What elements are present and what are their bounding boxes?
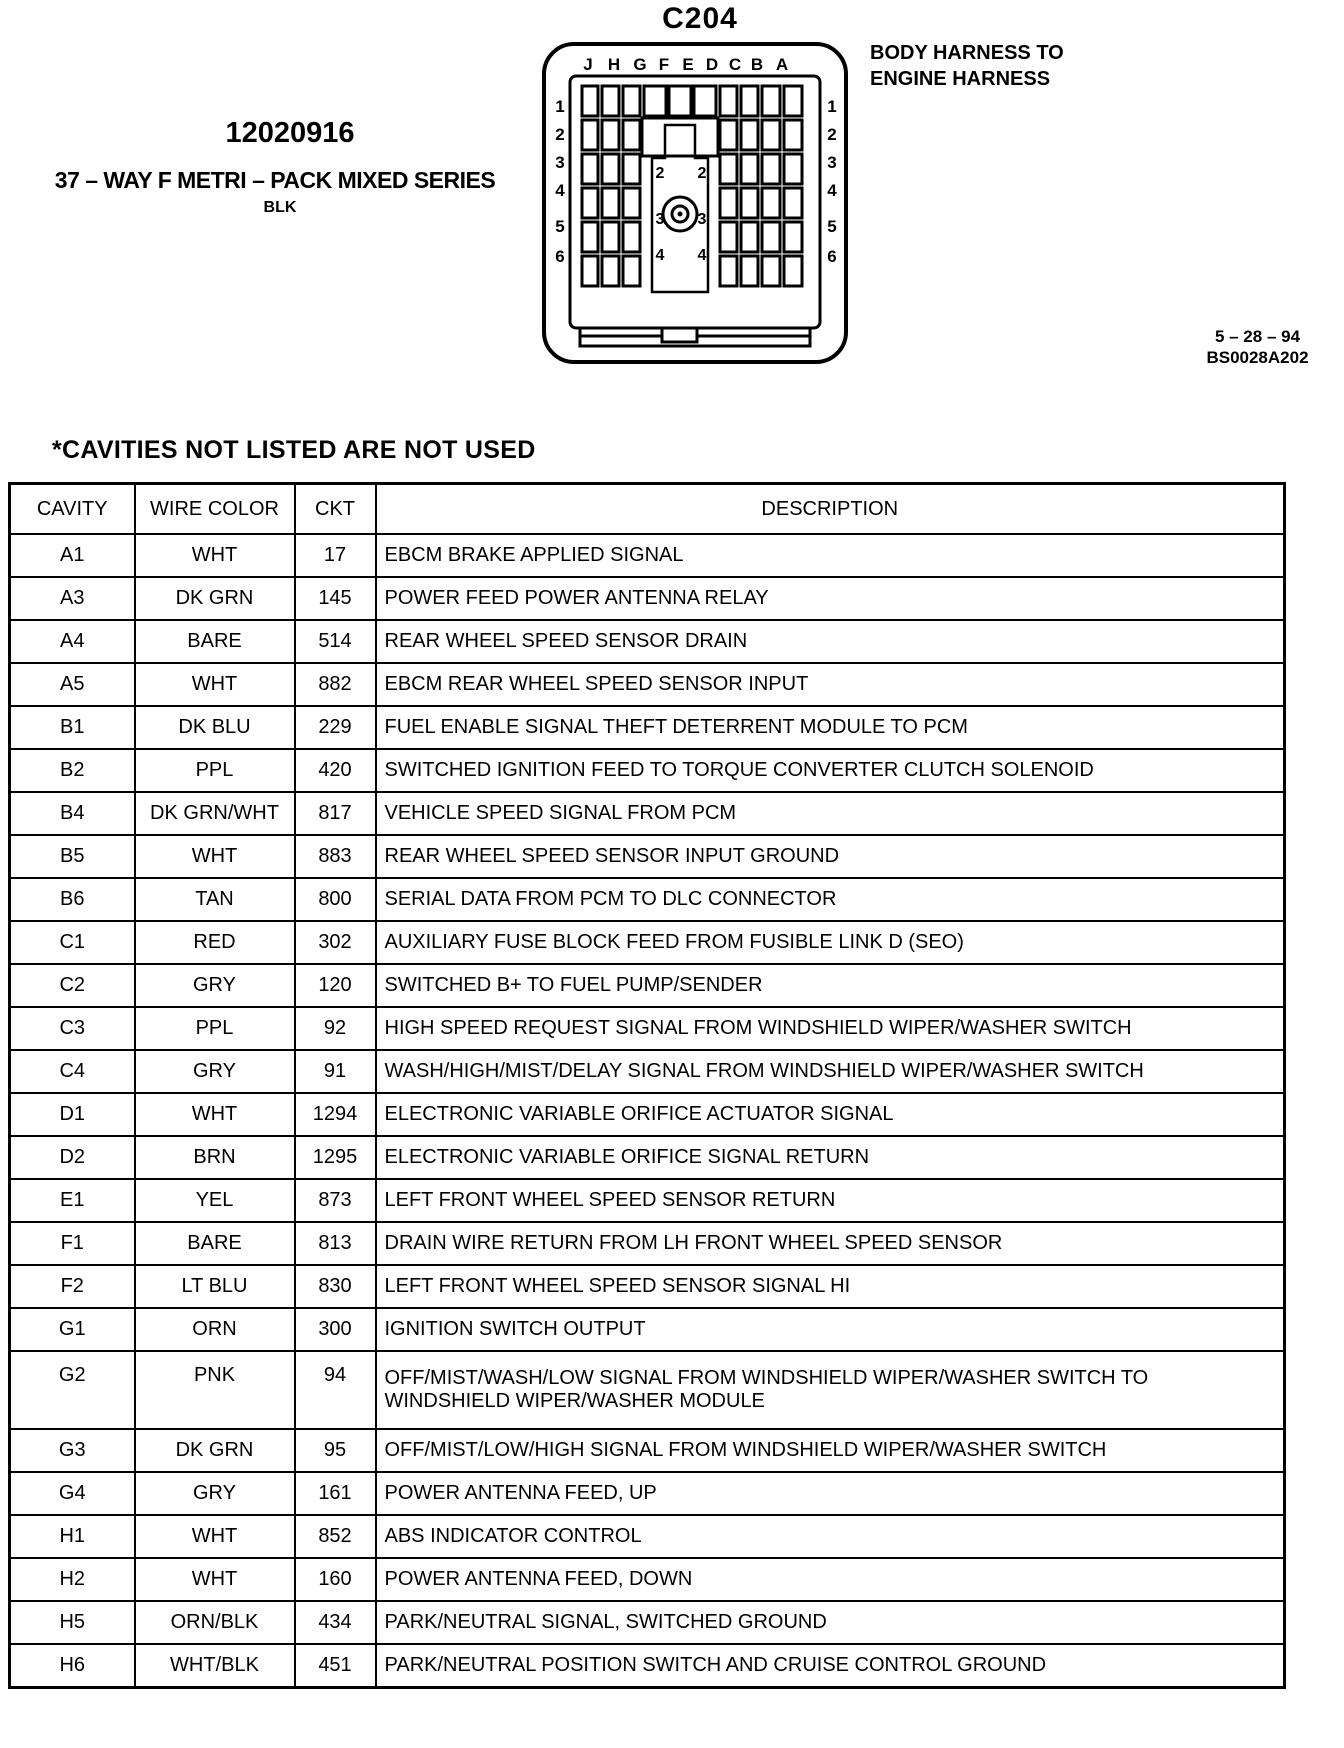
center-top-slot xyxy=(642,118,718,156)
cell-cavity: C2 xyxy=(10,964,135,1007)
cell-wire-color: RED xyxy=(135,921,295,964)
cell-wire-color: ORN/BLK xyxy=(135,1601,295,1644)
table-row xyxy=(10,620,1285,663)
table-row xyxy=(10,1429,1285,1472)
cell-wire-color: WHT xyxy=(135,663,295,706)
cell-wire-color: WHT xyxy=(135,1093,295,1136)
row-number-left: 3 xyxy=(555,153,565,172)
table-row xyxy=(10,1136,1285,1179)
cell-description: HIGH SPEED REQUEST SIGNAL FROM WINDSHIELD WIPER/WASHER SWITCH xyxy=(376,1007,1285,1050)
table-row xyxy=(10,1308,1285,1351)
cavity-cell xyxy=(602,256,619,286)
harness-line-2: ENGINE HARNESS xyxy=(870,68,1051,90)
cell-wire-color: PNK xyxy=(135,1351,295,1429)
cell-cavity: A3 xyxy=(10,577,135,620)
table-row xyxy=(10,1222,1285,1265)
cell-description: AUXILIARY FUSE BLOCK FEED FROM FUSIBLE LINK D (SEO) xyxy=(376,921,1285,964)
cavity-cell xyxy=(762,154,780,184)
cell-description: POWER ANTENNA FEED, UP xyxy=(376,1472,1285,1515)
row-number-right: 2 xyxy=(827,125,837,144)
table-row xyxy=(10,577,1285,620)
cavity-cell xyxy=(741,154,758,184)
cell-cavity: E1 xyxy=(10,1179,135,1222)
cell-cavity: B6 xyxy=(10,878,135,921)
cell-ckt: 91 xyxy=(295,1050,376,1093)
cell-cavity: G2 xyxy=(10,1351,135,1429)
cavity-cell xyxy=(602,222,619,252)
cell-description: ELECTRONIC VARIABLE ORIFICE SIGNAL RETURN xyxy=(376,1136,1285,1179)
cavity-cell xyxy=(582,188,598,218)
harness-line-1: BODY HARNESS TO xyxy=(870,42,1064,64)
cell-cavity: F2 xyxy=(10,1265,135,1308)
cavity-cell xyxy=(720,222,737,252)
connector-face-diagram xyxy=(542,42,848,366)
cavity-cell xyxy=(720,120,737,150)
cell-description: LEFT FRONT WHEEL SPEED SENSOR RETURN xyxy=(376,1179,1285,1222)
row-number-right: 6 xyxy=(827,247,837,266)
cavity-cell xyxy=(623,222,640,252)
cell-description: FUEL ENABLE SIGNAL THEFT DETERRENT MODULE TO PCM xyxy=(376,706,1285,749)
table-row xyxy=(10,1515,1285,1558)
table-header-row xyxy=(10,484,1285,535)
cavity-cell xyxy=(784,86,802,116)
header-ckt: CKT xyxy=(295,484,376,535)
cell-ckt: 873 xyxy=(295,1179,376,1222)
cavity-grid-right xyxy=(720,86,802,286)
cavity-cell xyxy=(762,222,780,252)
cell-description: SERIAL DATA FROM PCM TO DLC CONNECTOR xyxy=(376,878,1285,921)
cavity-cell xyxy=(720,256,737,286)
row-number-left: 1 xyxy=(555,97,565,116)
cell-wire-color: DK GRN xyxy=(135,577,295,620)
row-number-left: 4 xyxy=(555,181,565,200)
cell-ckt: 830 xyxy=(295,1265,376,1308)
cell-wire-color: YEL xyxy=(135,1179,295,1222)
cell-cavity: G1 xyxy=(10,1308,135,1351)
drawing-date: 5 – 28 – 94 xyxy=(1214,327,1301,346)
column-letter: D xyxy=(705,55,719,74)
row-number-right: 1 xyxy=(827,97,837,116)
pinout-table xyxy=(8,482,1286,1689)
cell-description: POWER ANTENNA FEED, DOWN xyxy=(376,1558,1285,1601)
column-letter: G xyxy=(633,55,647,74)
cell-wire-color: WHT xyxy=(135,1515,295,1558)
table-row xyxy=(10,1601,1285,1644)
cavity-grid-left xyxy=(582,86,716,286)
cell-cavity: B2 xyxy=(10,749,135,792)
cavity-cell xyxy=(694,86,716,116)
cell-wire-color: PPL xyxy=(135,1007,295,1050)
cavity-cell xyxy=(602,86,619,116)
cavity-cell xyxy=(720,154,737,184)
table-row xyxy=(10,1050,1285,1093)
cavity-cell xyxy=(602,188,619,218)
cavity-cell xyxy=(623,256,640,286)
cavity-cell xyxy=(602,120,619,150)
inner-number: 2 xyxy=(655,165,665,182)
cell-description: WASH/HIGH/MIST/DELAY SIGNAL FROM WINDSHIELD WIPER/WASHER SWITCH xyxy=(376,1050,1285,1093)
cell-wire-color: WHT xyxy=(135,534,295,577)
cell-ckt: 145 xyxy=(295,577,376,620)
cell-description: PARK/NEUTRAL POSITION SWITCH AND CRUISE CONTROL GROUND xyxy=(376,1644,1285,1688)
cell-cavity: H2 xyxy=(10,1558,135,1601)
cavity-cell xyxy=(762,86,780,116)
cell-wire-color: BARE xyxy=(135,1222,295,1265)
row-number-left: 2 xyxy=(555,125,565,144)
cell-ckt: 451 xyxy=(295,1644,376,1688)
cavity-cell xyxy=(623,154,640,184)
cell-description: SWITCHED B+ TO FUEL PUMP/SENDER xyxy=(376,964,1285,1007)
cell-cavity: B1 xyxy=(10,706,135,749)
cell-description: ELECTRONIC VARIABLE ORIFICE ACTUATOR SIGNAL xyxy=(376,1093,1285,1136)
cell-wire-color: GRY xyxy=(135,1472,295,1515)
cavity-cell xyxy=(669,86,691,116)
row-number-right: 3 xyxy=(827,153,837,172)
cavity-cell xyxy=(741,86,758,116)
cell-cavity: A4 xyxy=(10,620,135,663)
cell-ckt: 420 xyxy=(295,749,376,792)
table-row xyxy=(10,1093,1285,1136)
table-row xyxy=(10,835,1285,878)
cell-ckt: 94 xyxy=(295,1351,376,1429)
cell-ckt: 817 xyxy=(295,792,376,835)
table-row xyxy=(10,964,1285,1007)
table-row xyxy=(10,663,1285,706)
cavity-cell xyxy=(582,222,598,252)
cavity-cell xyxy=(741,256,758,286)
cell-description: SWITCHED IGNITION FEED TO TORQUE CONVERTER CLUTCH SOLENOID xyxy=(376,749,1285,792)
cell-cavity: C4 xyxy=(10,1050,135,1093)
cell-description: REAR WHEEL SPEED SENSOR DRAIN xyxy=(376,620,1285,663)
cell-wire-color: BRN xyxy=(135,1136,295,1179)
cell-description: POWER FEED POWER ANTENNA RELAY xyxy=(376,577,1285,620)
cell-wire-color: TAN xyxy=(135,878,295,921)
cell-description: DRAIN WIRE RETURN FROM LH FRONT WHEEL SPEED SENSOR xyxy=(376,1222,1285,1265)
column-letter: F xyxy=(658,55,670,74)
table-row xyxy=(10,749,1285,792)
cell-ckt: 300 xyxy=(295,1308,376,1351)
cell-description: IGNITION SWITCH OUTPUT xyxy=(376,1308,1285,1351)
inner-number: 3 xyxy=(655,211,665,228)
cell-ckt: 800 xyxy=(295,878,376,921)
connector-id: C204 xyxy=(662,2,738,35)
inner-number: 4 xyxy=(697,247,707,264)
cavity-cell xyxy=(623,86,640,116)
header-description: DESCRIPTION xyxy=(376,484,1285,535)
cavity-cell xyxy=(602,154,619,184)
cavity-cell xyxy=(720,188,737,218)
cavity-cell xyxy=(644,86,666,116)
cavity-cell xyxy=(741,188,758,218)
column-letter: A xyxy=(775,55,789,74)
cell-ckt: 92 xyxy=(295,1007,376,1050)
cell-wire-color: LT BLU xyxy=(135,1265,295,1308)
bolt-hole-center xyxy=(678,212,683,217)
column-letter: B xyxy=(750,55,764,74)
cell-cavity: H6 xyxy=(10,1644,135,1688)
cell-description: PARK/NEUTRAL SIGNAL, SWITCHED GROUND xyxy=(376,1601,1285,1644)
cell-wire-color: ORN xyxy=(135,1308,295,1351)
cell-ckt: 514 xyxy=(295,620,376,663)
table-row xyxy=(10,878,1285,921)
cell-ckt: 1294 xyxy=(295,1093,376,1136)
cell-description: LEFT FRONT WHEEL SPEED SENSOR SIGNAL HI xyxy=(376,1265,1285,1308)
column-letter: J xyxy=(583,55,593,74)
cell-cavity: F1 xyxy=(10,1222,135,1265)
cell-cavity: A5 xyxy=(10,663,135,706)
cell-ckt: 17 xyxy=(295,534,376,577)
cavity-cell xyxy=(784,188,802,218)
cell-ckt: 883 xyxy=(295,835,376,878)
cell-description: EBCM REAR WHEEL SPEED SENSOR INPUT xyxy=(376,663,1285,706)
cell-ckt: 161 xyxy=(295,1472,376,1515)
table-row xyxy=(10,792,1285,835)
cell-ckt: 813 xyxy=(295,1222,376,1265)
inner-number: 4 xyxy=(655,247,665,264)
cell-description: REAR WHEEL SPEED SENSOR INPUT GROUND xyxy=(376,835,1285,878)
harness-description xyxy=(870,40,1064,92)
table-row xyxy=(10,1179,1285,1222)
center-key-block xyxy=(652,125,708,292)
connector-type: 37 – WAY F METRI – PACK MIXED SERIES xyxy=(54,167,496,193)
cell-ckt: 302 xyxy=(295,921,376,964)
row-number-right: 4 xyxy=(827,181,837,200)
connector-latch xyxy=(580,328,810,346)
cavity-cell xyxy=(784,256,802,286)
cell-cavity: G3 xyxy=(10,1429,135,1472)
cell-wire-color: DK GRN xyxy=(135,1429,295,1472)
cell-wire-color: BARE xyxy=(135,620,295,663)
cell-description: EBCM BRAKE APPLIED SIGNAL xyxy=(376,534,1285,577)
cell-wire-color: DK BLU xyxy=(135,706,295,749)
cell-wire-color: GRY xyxy=(135,1050,295,1093)
connector-color: BLK xyxy=(263,199,297,216)
inner-number: 3 xyxy=(697,211,707,228)
column-letters xyxy=(583,55,788,74)
cell-ckt: 95 xyxy=(295,1429,376,1472)
cavity-cell xyxy=(720,86,737,116)
table-row xyxy=(10,706,1285,749)
cell-cavity: C3 xyxy=(10,1007,135,1050)
cavity-cell xyxy=(741,120,758,150)
drawing-reference xyxy=(1180,326,1335,368)
cell-cavity: B5 xyxy=(10,835,135,878)
cavity-cell xyxy=(582,120,598,150)
cell-ckt: 120 xyxy=(295,964,376,1007)
table-row xyxy=(10,1644,1285,1688)
part-number: 12020916 xyxy=(225,117,355,149)
cell-cavity: H1 xyxy=(10,1515,135,1558)
cell-wire-color: PPL xyxy=(135,749,295,792)
row-number-left: 6 xyxy=(555,247,565,266)
table-row xyxy=(10,1558,1285,1601)
cell-description: OFF/MIST/WASH/LOW SIGNAL FROM WINDSHIELD WIPER/WASHER SWITCH TO WINDSHIELD WIPER/WASHER MODULE xyxy=(376,1351,1285,1429)
cell-wire-color: GRY xyxy=(135,964,295,1007)
table-row xyxy=(10,534,1285,577)
cell-wire-color: WHT xyxy=(135,835,295,878)
column-letter: E xyxy=(682,55,694,74)
cell-wire-color: WHT xyxy=(135,1558,295,1601)
header-wire-color: WIRE COLOR xyxy=(135,484,295,535)
cell-description: VEHICLE SPEED SIGNAL FROM PCM xyxy=(376,792,1285,835)
table-row xyxy=(10,1472,1285,1515)
cell-ckt: 434 xyxy=(295,1601,376,1644)
cell-ckt: 229 xyxy=(295,706,376,749)
cell-description: OFF/MIST/LOW/HIGH SIGNAL FROM WINDSHIELD WIPER/WASHER SWITCH xyxy=(376,1429,1285,1472)
cell-cavity: D2 xyxy=(10,1136,135,1179)
table-row xyxy=(10,1007,1285,1050)
table-row xyxy=(10,1265,1285,1308)
cavity-cell xyxy=(762,188,780,218)
cavity-cell xyxy=(623,120,640,150)
row-number-left: 5 xyxy=(555,217,565,236)
cell-ckt: 882 xyxy=(295,663,376,706)
cavity-cell xyxy=(784,222,802,252)
cell-cavity: D1 xyxy=(10,1093,135,1136)
cavity-cell xyxy=(623,188,640,218)
cavity-cell xyxy=(741,222,758,252)
cavity-cell xyxy=(762,120,780,150)
column-letter: C xyxy=(728,55,742,74)
table-row xyxy=(10,921,1285,964)
table-row xyxy=(10,1351,1285,1429)
cavity-cell xyxy=(784,154,802,184)
cavity-cell xyxy=(582,256,598,286)
cell-cavity: C1 xyxy=(10,921,135,964)
inner-number: 2 xyxy=(697,165,707,182)
drawing-ref-code: BS0028A202 xyxy=(1206,348,1309,367)
cavity-cell xyxy=(784,120,802,150)
cell-cavity: B4 xyxy=(10,792,135,835)
cell-wire-color: DK GRN/WHT xyxy=(135,792,295,835)
cell-cavity: H5 xyxy=(10,1601,135,1644)
column-letter: H xyxy=(607,55,621,74)
cell-description: ABS INDICATOR CONTROL xyxy=(376,1515,1285,1558)
cell-cavity: G4 xyxy=(10,1472,135,1515)
cell-cavity: A1 xyxy=(10,534,135,577)
header-cavity: CAVITY xyxy=(10,484,135,535)
cavity-cell xyxy=(582,154,598,184)
cavity-cell xyxy=(762,256,780,286)
cell-ckt: 1295 xyxy=(295,1136,376,1179)
cavity-cell xyxy=(582,86,598,116)
unused-cavities-note: *CAVITIES NOT LISTED ARE NOT USED xyxy=(52,436,536,464)
cell-wire-color: WHT/BLK xyxy=(135,1644,295,1688)
cell-ckt: 852 xyxy=(295,1515,376,1558)
cell-ckt: 160 xyxy=(295,1558,376,1601)
row-number-right: 5 xyxy=(827,217,837,236)
